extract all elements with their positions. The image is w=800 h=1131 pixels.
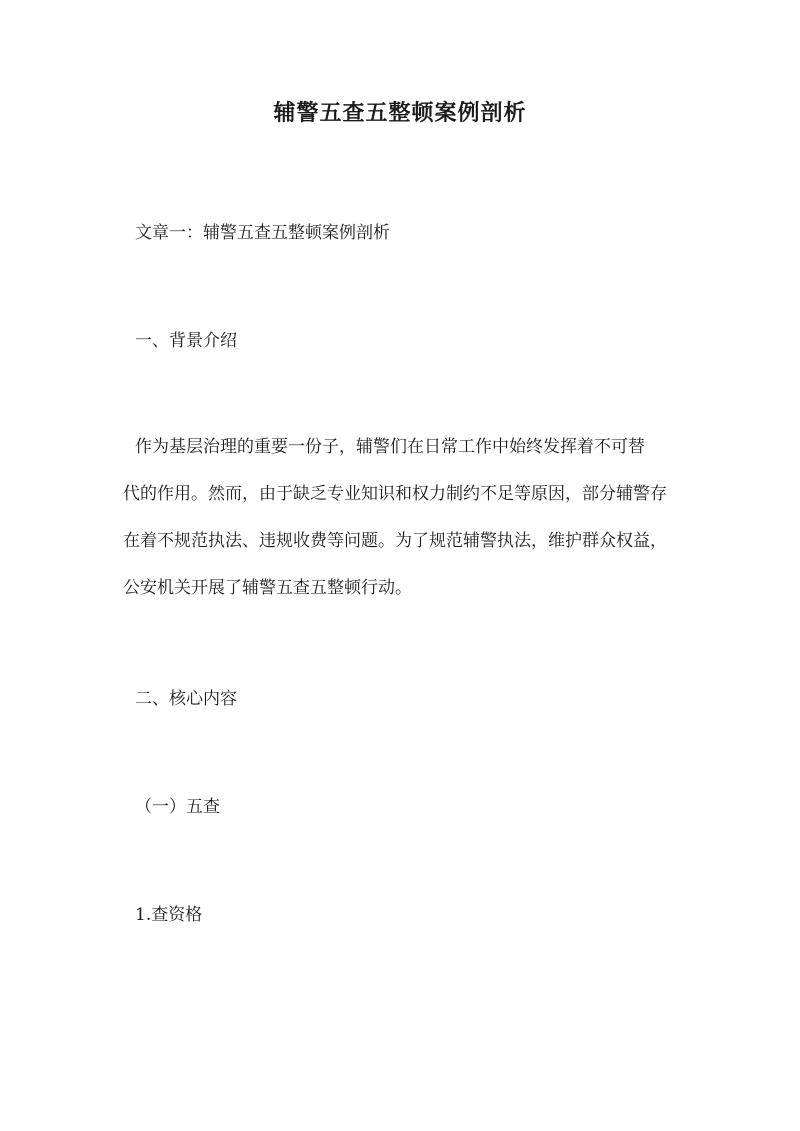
section-heading-background: 一、背景介绍: [135, 331, 237, 351]
paragraph-line: 代的作用。然而，由于缺乏专业知识和权力制约不足等原因，部分辅警存: [123, 484, 667, 504]
article-heading: 文章一：辅警五查五整顿案例剖析: [135, 223, 390, 243]
background-paragraph: [123, 424, 675, 612]
section-heading-core: 二、核心内容: [135, 689, 237, 709]
list-item: 1.查资格: [135, 905, 203, 925]
document-title: 辅警五查五整顿案例剖析: [273, 100, 527, 126]
paragraph-line: 公安机关开展了辅警五查五整顿行动。: [123, 578, 412, 598]
paragraph-line: 作为基层治理的重要一份子，辅警们在日常工作中始终发挥着不可替: [135, 437, 645, 457]
paragraph-line: 在着不规范执法、违规收费等问题。为了规范辅警执法，维护群众权益，: [123, 531, 667, 551]
subsection-heading: （一）五查: [135, 797, 220, 817]
